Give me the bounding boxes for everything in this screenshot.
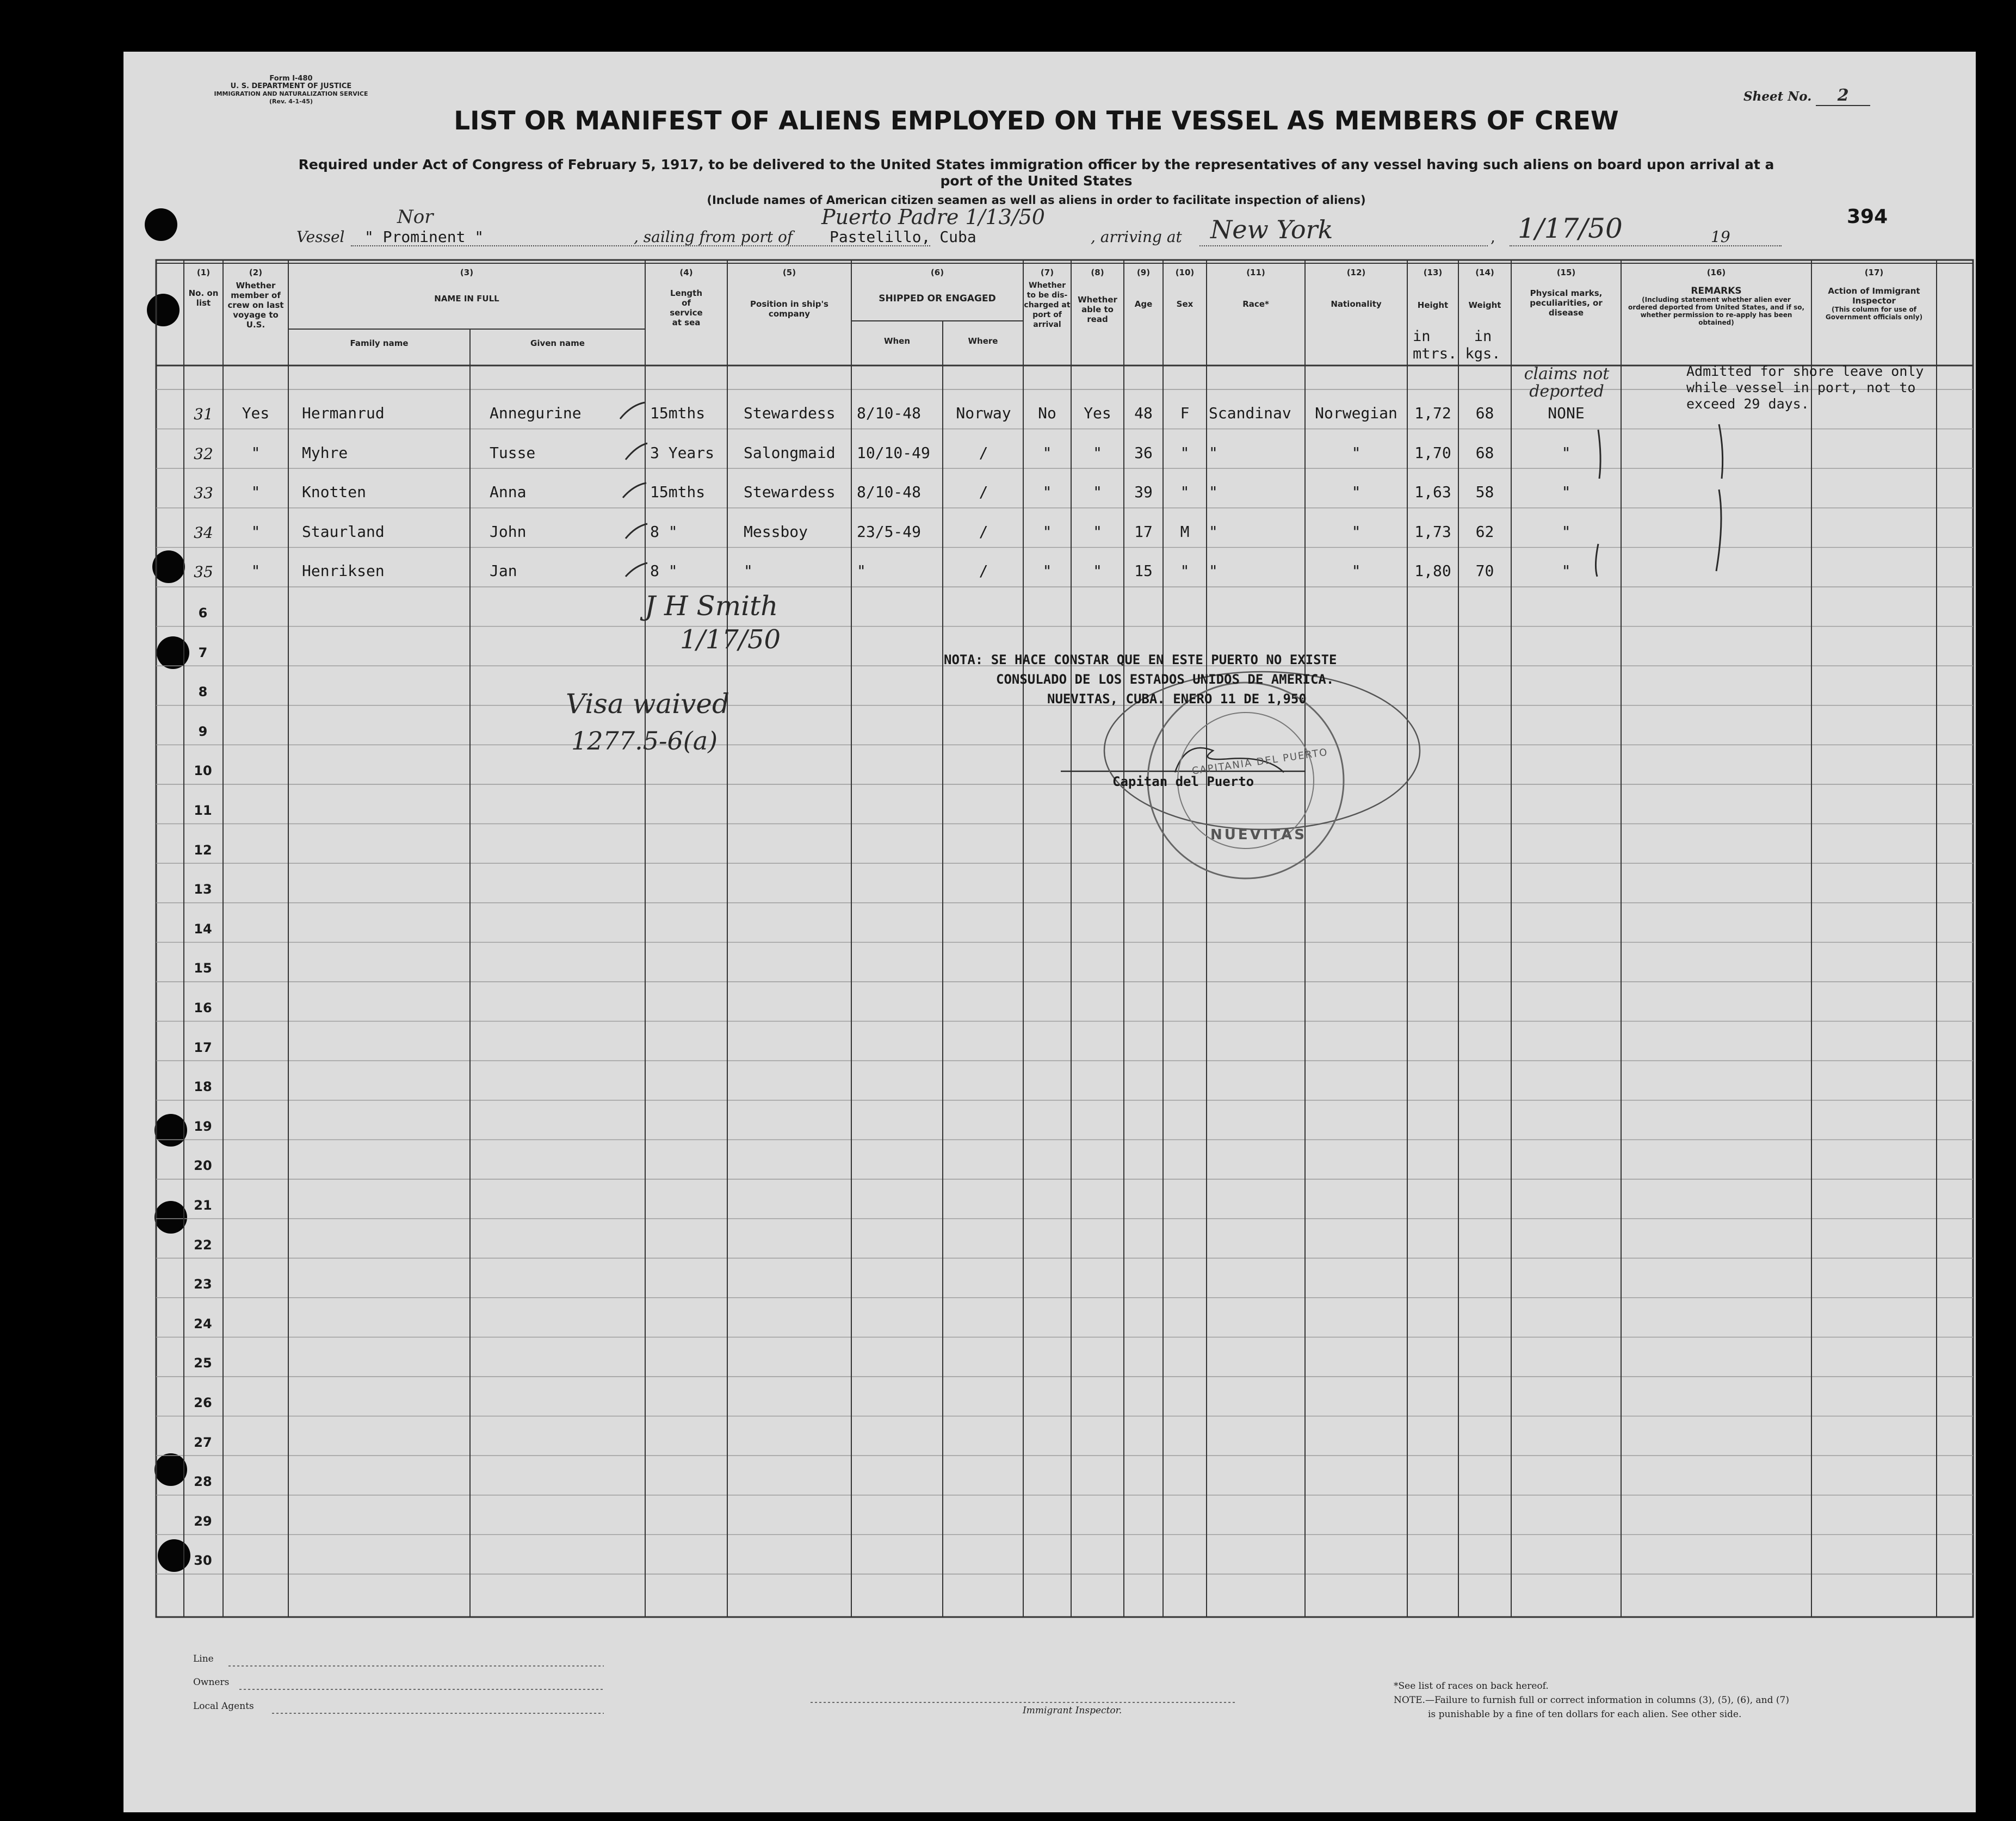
row-number: 7: [198, 645, 208, 660]
row-number: 23: [194, 1277, 212, 1292]
row-number: 12: [194, 842, 212, 858]
cell-marks: ": [1561, 483, 1571, 501]
cell-position: ": [744, 562, 753, 580]
form-dept: U. S. DEPARTMENT OF JUSTICE: [230, 82, 352, 90]
subtitle-3: (Include names of American citizen seamen as well as aliens in order to facilitate inspection of aliens): [707, 194, 1366, 207]
cell-age: 36: [1134, 443, 1153, 462]
arriving-label: , arriving at: [1091, 228, 1182, 246]
arrival-date: 1/17/50: [1518, 213, 1623, 244]
row-number: 27: [194, 1434, 212, 1450]
cell-where: /: [979, 443, 988, 462]
cell-read: Yes: [1084, 404, 1111, 422]
col-14-header: (14) Weight: [1468, 268, 1501, 310]
col-7-header: (7) Whether to be dis-charged at port of arrival: [1024, 268, 1071, 329]
col-4-header: (4) Length of service at sea: [670, 268, 703, 327]
cell-position: Salongmaid: [744, 443, 836, 462]
visa-note-1: Visa waived: [566, 688, 730, 720]
cell-position: Stewardess: [744, 483, 836, 501]
col-11-header: (11) Race*: [1242, 268, 1269, 309]
cell-age: 17: [1134, 522, 1153, 541]
cell-height: 1,72: [1414, 404, 1451, 422]
col-6-when-subheader: When: [883, 336, 911, 346]
cell-age: 48: [1134, 404, 1153, 422]
cell-read: ": [1093, 483, 1102, 501]
col-16-header: (16) REMARKS (Including statement whether alien ever ordered deported from United States, and if so, whether permission to re-apply has been obtained): [1628, 268, 1805, 326]
footer-line-label: Line: [193, 1653, 214, 1664]
col-5-header: (5) Position in ship's company: [750, 268, 828, 319]
cell-nationality: ": [1351, 483, 1361, 501]
stamp-bottom-text: NUEVITAS: [1210, 827, 1307, 843]
col-13-unit: in mtrs.: [1413, 328, 1457, 362]
cell-last-voyage: ": [251, 522, 261, 541]
cell-race: ": [1209, 522, 1218, 541]
col-3-header: (3) NAME IN FULL: [434, 268, 499, 304]
page-title: LIST OR MANIFEST OF ALIENS EMPLOYED ON THE VESSEL AS MEMBERS OF CREW: [454, 106, 1619, 136]
remark-typed: Admitted for shore leave only while vessel in port, not to exceed 29 days.: [1686, 363, 1924, 412]
cell-read: ": [1093, 443, 1102, 462]
year-label: 19: [1711, 228, 1730, 246]
row-number: 8: [198, 684, 208, 700]
cell-service: 3 Years: [650, 443, 715, 462]
form-rev: (Rev. 4-1-45): [269, 98, 313, 105]
cell-service: 8 ": [650, 562, 678, 580]
cell-given: Tusse: [490, 443, 536, 462]
cell-no: 32: [194, 444, 213, 463]
form-number: Form I-480: [269, 75, 313, 83]
cell-discharged: ": [1042, 443, 1052, 462]
sailing-handwritten: Puerto Padre 1/13/50: [821, 205, 1045, 229]
cell-no: 34: [194, 523, 213, 542]
vessel-name: " Prominent ": [364, 228, 484, 246]
col-15-header: (15) Physical marks, peculiarities, or disease: [1530, 268, 1603, 318]
cell-discharged: ": [1042, 522, 1052, 541]
cell-service: 8 ": [650, 522, 678, 541]
cell-family: Myhre: [302, 443, 348, 462]
row-number: 30: [194, 1553, 212, 1569]
row-number: 19: [194, 1118, 212, 1134]
cell-height: 1,70: [1414, 443, 1451, 462]
cell-family: Hermanrud: [302, 404, 385, 422]
cell-height: 1,80: [1414, 562, 1451, 580]
cell-weight: 68: [1475, 404, 1494, 422]
cell-weight: 68: [1475, 443, 1494, 462]
subtitle-1: Required under Act of Congress of February 5, 1917, to be delivered to the United States immigration officer by the representatives of any vessel having such aliens on board upon arrival at a: [298, 157, 1774, 172]
cell-marks: ": [1561, 443, 1571, 462]
cell-where: /: [979, 522, 988, 541]
cell-last-voyage: ": [251, 562, 261, 580]
cell-sex: ": [1180, 443, 1190, 462]
cell-when: 23/5-49: [857, 522, 922, 541]
nota-line-3: NUEVITAS, CUBA. ENERO 11 DE 1,950: [1047, 691, 1307, 707]
cell-marks: ": [1561, 522, 1571, 541]
marks-handwritten: claims not deported: [1524, 364, 1610, 401]
cell-sex: ": [1180, 483, 1190, 501]
col-6-where-subheader: Where: [968, 336, 998, 346]
cell-where: Norway: [956, 404, 1011, 422]
row-number: 6: [198, 605, 208, 621]
cell-race: ": [1209, 483, 1218, 501]
footer-agents-label: Local Agents: [193, 1701, 254, 1712]
sheet-value: 2: [1816, 86, 1870, 106]
row-number: 14: [194, 921, 212, 937]
footer-inspector-label: Immigrant Inspector.: [1023, 1705, 1122, 1716]
cell-given: Anna: [490, 483, 527, 501]
cell-where: /: [979, 483, 988, 501]
vessel-nationality: Nor: [397, 206, 434, 228]
nota-block: [944, 650, 1337, 709]
row-number: 9: [198, 723, 208, 739]
footer-races-note: *See list of races on back hereof.: [1394, 1681, 1549, 1692]
nota-line-2: CONSULADO DE LOS ESTADOS UNIDOS DE AMERICA.: [996, 672, 1334, 687]
row-number: 21: [194, 1198, 212, 1213]
arriving-port: New York: [1210, 215, 1333, 244]
col-3-given-subheader: Given name: [530, 338, 585, 348]
row-number: 28: [194, 1474, 212, 1490]
cell-last-voyage: Yes: [242, 404, 270, 422]
nota-line-1: NOTA: SE HACE CONSTAR QUE EN ESTE PUERTO NO EXISTE: [944, 652, 1337, 667]
col-17-header: (17) Action of Immigrant Inspector (This column for use of Government officials only): [1825, 268, 1923, 321]
row-number: 26: [194, 1395, 212, 1410]
cell-no: 35: [194, 563, 213, 581]
cell-given: Jan: [490, 562, 517, 580]
footer-note-1: NOTE.—Failure to furnish full or correct information in columns (3), (5), (6), and (7): [1394, 1695, 1789, 1706]
col-6-header: (6) SHIPPED OR ENGAGED: [879, 268, 996, 304]
inspector-signature: J H Smith: [645, 590, 778, 622]
cell-given: John: [490, 522, 527, 541]
row-number: 29: [194, 1513, 212, 1529]
cell-where: /: [979, 562, 988, 580]
row-number: 10: [194, 763, 212, 779]
row-number: 20: [194, 1158, 212, 1174]
nota-signature-label: Capitan del Puerto: [1112, 774, 1254, 789]
col-10-header: (10) Sex: [1175, 268, 1195, 309]
visa-note-2: 1277.5-6(a): [571, 726, 718, 755]
col-2-header: (2) Whether member of crew on last voyage to U.S.: [227, 268, 284, 330]
footer-note-2: is punishable by a fine of ten dollars for each alien. See other side.: [1428, 1709, 1742, 1720]
vessel-label: Vessel: [296, 228, 345, 246]
row-number: 24: [194, 1316, 212, 1331]
cell-sex: M: [1180, 522, 1190, 541]
cell-last-voyage: ": [251, 483, 261, 501]
stamp-top-text: CAPITANIA DEL PUERTO: [1191, 746, 1329, 777]
cell-nationality: ": [1351, 443, 1361, 462]
row-number: 25: [194, 1355, 212, 1371]
cell-discharged: ": [1042, 483, 1052, 501]
cell-read: ": [1093, 562, 1102, 580]
cell-family: Staurland: [302, 522, 385, 541]
cell-weight: 58: [1475, 483, 1494, 501]
col-13-header: (13) Height: [1417, 268, 1449, 310]
comma: ,: [1491, 228, 1495, 246]
cell-height: 1,73: [1414, 522, 1451, 541]
row-number: 17: [194, 1039, 212, 1055]
cell-sex: ": [1180, 562, 1190, 580]
col-1-header: (1) No. on list: [188, 268, 219, 308]
cell-position: Messboy: [744, 522, 808, 541]
cell-no: 33: [194, 484, 213, 503]
cell-no: 31: [194, 405, 213, 423]
cell-marks: ": [1561, 562, 1571, 580]
sheet-label: Sheet No.: [1743, 89, 1812, 104]
sailing-port: Pastelillo, Cuba: [830, 228, 976, 246]
cell-age: 15: [1134, 562, 1153, 580]
cell-when: 8/10-48: [857, 483, 922, 501]
col-9-header: (9) Age: [1134, 268, 1153, 309]
cell-marks: NONE: [1548, 404, 1585, 422]
cell-family: Knotten: [302, 483, 367, 501]
cell-family: Henriksen: [302, 562, 385, 580]
col-8-header: (8) Whether able to read: [1078, 268, 1117, 324]
cell-weight: 62: [1475, 522, 1494, 541]
cell-discharged: ": [1042, 562, 1052, 580]
cell-height: 1,63: [1414, 483, 1451, 501]
cell-given: Annegurine: [490, 404, 582, 422]
cell-race: Scandinav: [1209, 404, 1291, 422]
row-number: 15: [194, 961, 212, 976]
cell-service: 15mths: [650, 404, 706, 422]
footer-owners-label: Owners: [193, 1677, 230, 1688]
cell-position: Stewardess: [744, 404, 836, 422]
cell-last-voyage: ": [251, 443, 261, 462]
col-3-family-subheader: Family name: [350, 338, 409, 348]
cell-nationality: Norwegian: [1315, 404, 1397, 422]
form-service: IMMIGRATION AND NATURALIZATION SERVICE: [214, 90, 368, 97]
inspector-date: 1/17/50: [680, 624, 781, 655]
cell-race: ": [1209, 562, 1218, 580]
cell-read: ": [1093, 522, 1102, 541]
cell-age: 39: [1134, 483, 1153, 501]
cell-sex: F: [1180, 404, 1190, 422]
cell-service: 15mths: [650, 483, 706, 501]
cell-when: 8/10-48: [857, 404, 922, 422]
cell-discharged: No: [1038, 404, 1056, 422]
row-number: 18: [194, 1079, 212, 1095]
cell-race: ": [1209, 443, 1218, 462]
sailing-label: , sailing from port of: [634, 228, 793, 246]
row-number: 13: [194, 882, 212, 897]
cell-nationality: ": [1351, 562, 1361, 580]
cell-when: ": [857, 562, 866, 580]
row-number: 11: [194, 803, 212, 818]
cell-nationality: ": [1351, 522, 1361, 541]
cell-weight: 70: [1475, 562, 1494, 580]
subtitle-2: port of the United States: [940, 173, 1133, 189]
page-number: 394: [1847, 206, 1888, 228]
cell-when: 10/10-49: [857, 443, 930, 462]
col-14-unit: in kgs.: [1465, 328, 1501, 362]
row-number: 22: [194, 1237, 212, 1253]
col-12-header: (12) Nationality: [1331, 268, 1382, 309]
row-number: 16: [194, 1000, 212, 1015]
